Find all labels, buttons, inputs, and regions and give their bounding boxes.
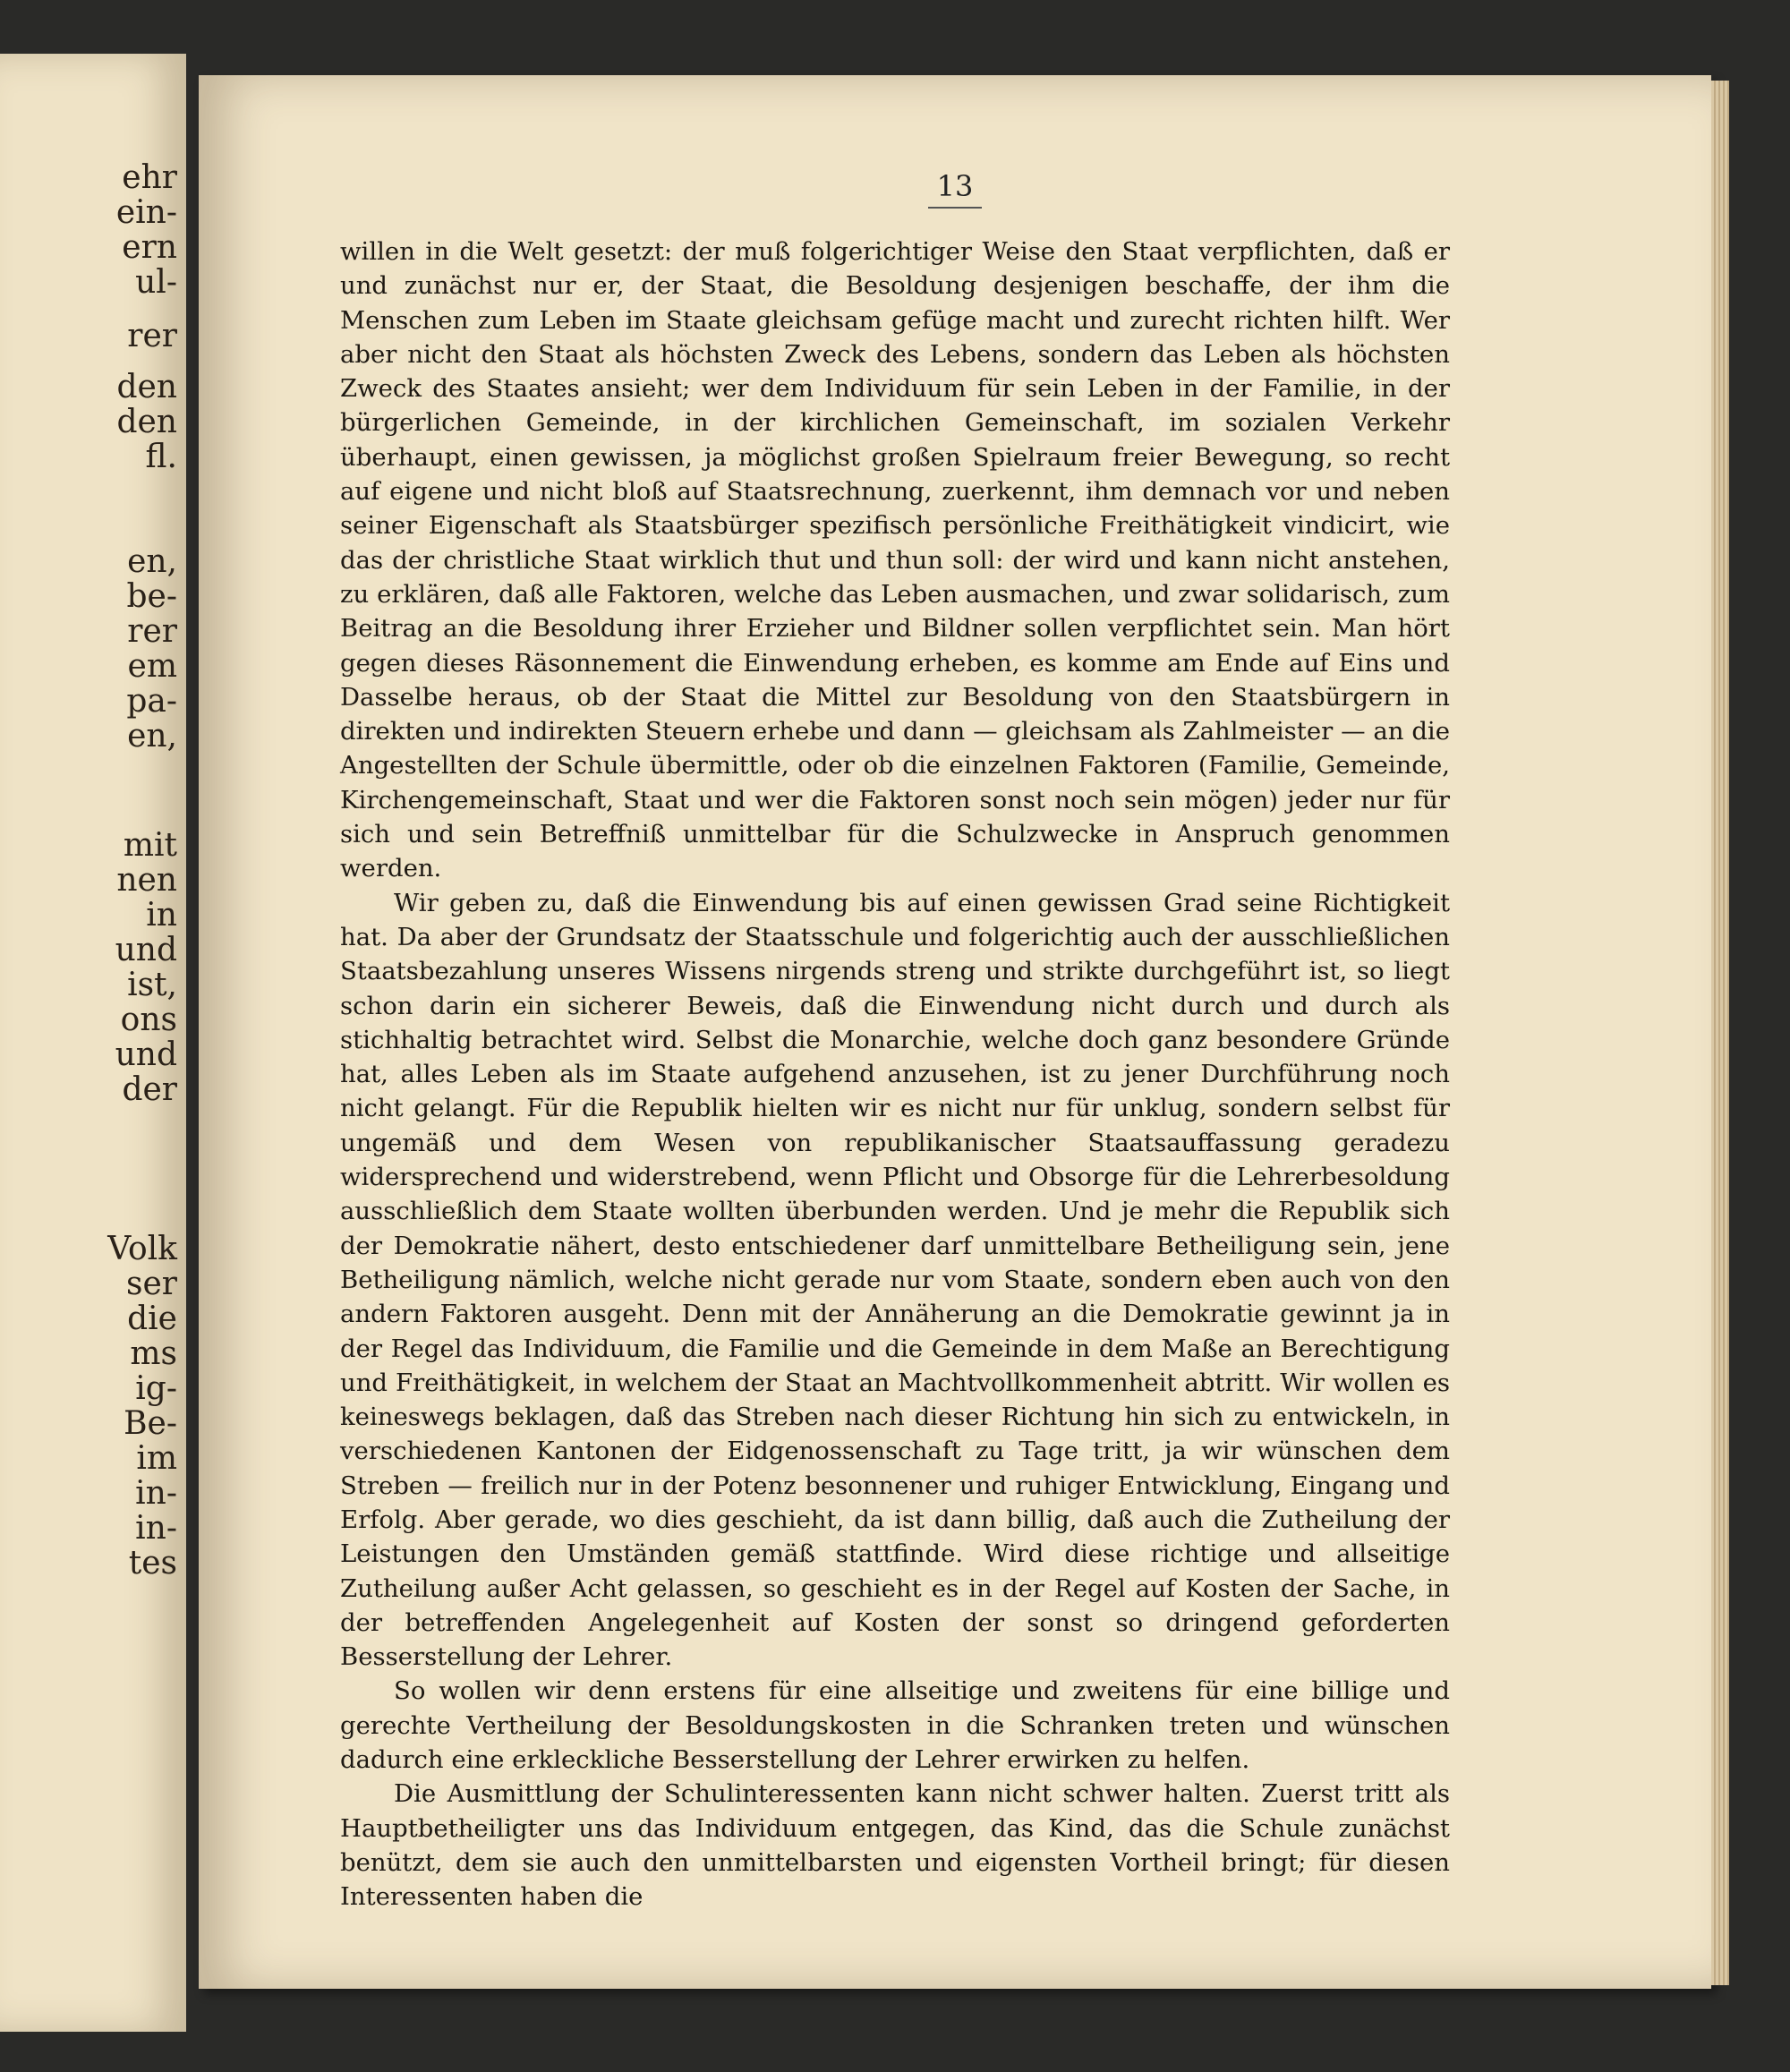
left-fragment: Be- bbox=[124, 1405, 177, 1442]
left-fragment: im bbox=[136, 1440, 177, 1477]
left-fragment: pa- bbox=[126, 683, 177, 720]
left-fragment: in bbox=[146, 897, 177, 934]
paragraph: So wollen wir denn erstens für eine allseitige und zweitens für eine billige und gerechte Vertheilung der Besoldungskosten in die Schranken treten und wünschen dadurch eine erkleckliche Besserstellung der Lehrer erwirken zu helfen. bbox=[340, 1676, 1450, 1775]
left-fragment: und bbox=[115, 932, 177, 968]
paragraph: willen in die Welt gesetzt: der muß folgerichtiger Weise den Staat verpflichten, daß er und zunächst nur er, der Staat, die Besoldung desjenigen beschaffe, der ihm die Menschen zum Leben im Staate gleichsam gefüge macht und zurecht richten hilft. Wer aber nicht den Staat als höchsten Zweck des Lebens, sondern das Leben als höchsten Zweck des Staates ansieht; wer dem Individuum für sein Leben in der Familie, in der bürgerlichen Gemeinde, in der kirchlichen Gemeinschaft, im sozialen Verkehr überhaupt, einen gewissen, ja möglichst großen Spielraum freier Bewegung, so recht auf eigene und nicht bloß auf Staatsrechnung, zuerkennt, ihm demnach vor und neben seiner Eigenschaft als Staatsbürger spezifisch persönliche Freithätigkeit vindicirt, wie das der christliche Staat wirklich thut und thun soll: der wird und kann nicht anstehen, zu erklären, daß alle Faktoren, welche das Leben ausmachen, und zwar solidarisch, zum Beitrag an die Besoldung ihrer Erzieher und Bildner sollen verpflichtet sein. Man hört gegen dieses Räsonnement die Einwendung erheben, es komme am Ende auf Eins und Dasselbe heraus, ob der Staat die Mittel zur Besoldung von den Staatsbürgern in direkten und indirekten Steuern erhebe und dann — gleichsam als Zahlmeister — an die Angestellten der Schule übermittle, oder ob die einzelnen Faktoren (Familie, Gemeinde, Kirchengemeinschaft, Staat und wer die Faktoren sonst noch sein mögen) jeder nur für sich und sein Betreffniß unmittelbar für die Schulzwecke in Anspruch genommen werden. bbox=[340, 237, 1450, 883]
left-fragment: die bbox=[127, 1300, 177, 1337]
left-fragment: ms bbox=[130, 1335, 177, 1372]
left-fragment: en, bbox=[127, 718, 177, 755]
left-fragment: ul- bbox=[135, 264, 177, 301]
left-fragment: ist, bbox=[127, 967, 177, 1003]
left-fragment: fl. bbox=[145, 439, 177, 475]
page-number-text: 13 bbox=[936, 169, 974, 203]
body-text bbox=[340, 234, 1450, 1914]
left-page bbox=[0, 54, 186, 2032]
left-fragment: ser bbox=[126, 1266, 177, 1302]
left-fragment: in- bbox=[135, 1475, 177, 1512]
left-fragment: rer bbox=[127, 318, 177, 354]
left-fragment: ons bbox=[120, 1002, 177, 1038]
page-number-ornament bbox=[928, 207, 982, 209]
left-fragment: be- bbox=[126, 578, 177, 615]
left-fragment: den bbox=[116, 369, 177, 405]
left-fragment: der bbox=[122, 1071, 177, 1108]
left-fragment: en, bbox=[127, 543, 177, 580]
left-fragment: em bbox=[127, 648, 177, 685]
page-number bbox=[199, 169, 1711, 209]
left-fragment: Volk bbox=[107, 1231, 177, 1267]
left-fragment: ern bbox=[122, 229, 177, 266]
left-fragment: ein- bbox=[115, 194, 177, 231]
right-page bbox=[199, 75, 1711, 1989]
page-edge bbox=[1711, 81, 1729, 1985]
left-fragment: ig- bbox=[135, 1370, 177, 1407]
left-fragment: mit bbox=[123, 827, 177, 864]
paragraph: Wir geben zu, daß die Einwendung bis auf einen gewissen Grad seine Richtigkeit hat. Da aber der Grundsatz der Staatsschule und folgerichtig auch der ausschließlichen Staatsbezahlung unseres Wissens nirgends streng und strikte durchgeführt ist, so liegt schon darin ein sicherer Beweis, daß die Einwendung nicht durch und durch als stichhaltig betrachtet wird. Selbst die Monarchie, welche doch ganz besondere Gründe hat, alles Leben als im Staate aufgehend anzusehen, ist zu jener Durchführung noch nicht gelangt. Für die Republik hielten wir es nicht nur für unklug, sondern selbst für ungemäß und dem Wesen von republikanischer Staatsauffassung geradezu widersprechend und widerstrebend, wenn Pflicht und Obsorge für die Lehrerbesoldung ausschließlich dem Staate wollten überbunden werden. Und je mehr die Republik sich der Demokratie nähert, desto entschiedener darf unmittelbare Betheiligung sein, jene Betheiligung nämlich, welche nicht gerade nur vom Staate, sondern eben auch von den andern Faktoren ausgeht. Denn mit der Annäherung an die Demokratie gewinnt ja in der Regel das Individuum, die Familie und die Gemeinde in dem Maße an Berechtigung und Freithätigkeit, in welchem der Staat an Machtvollkommenheit abtritt. Wir wollen es keineswegs beklagen, daß das Streben nach dieser Richtung hin sich zu entwickeln, in verschiedenen Kantonen der Eidgenossenschaft zu Tage tritt, ja wir wünschen dem Streben — freilich nur in der Potenz besonnener und ruhiger Entwicklung, Eingang und Erfolg. Aber gerade, wo dies geschieht, da ist dann billig, daß auch die Zutheilung der Leistungen den Umständen gemäß stattfinde. Wird diese richtige und allseitige Zutheilung außer Acht gelassen, so geschieht es in der Regel auf Kosten der Sache, in der betreffenden Angelegenheit auf Kosten der sonst so dringend geforderten Besserstellung der Lehrer. bbox=[340, 888, 1450, 1672]
paragraph: Die Ausmittlung der Schulinteressenten kann nicht schwer halten. Zuerst tritt als Hauptbetheiligter uns das Individuum entgegen, das Kind, das die Schule zunächst benützt, dem sie auch den unmittelbarsten und eigensten Vortheil bringt; für diesen Interessenten haben die bbox=[340, 1779, 1450, 1912]
left-fragment: den bbox=[116, 404, 177, 440]
left-fragment: rer bbox=[127, 613, 177, 650]
left-fragment: und bbox=[115, 1036, 177, 1073]
left-fragment: tes bbox=[128, 1545, 177, 1582]
left-fragment: ehr bbox=[122, 159, 177, 196]
left-fragment: nen bbox=[116, 862, 177, 899]
left-fragment: in- bbox=[135, 1510, 177, 1547]
